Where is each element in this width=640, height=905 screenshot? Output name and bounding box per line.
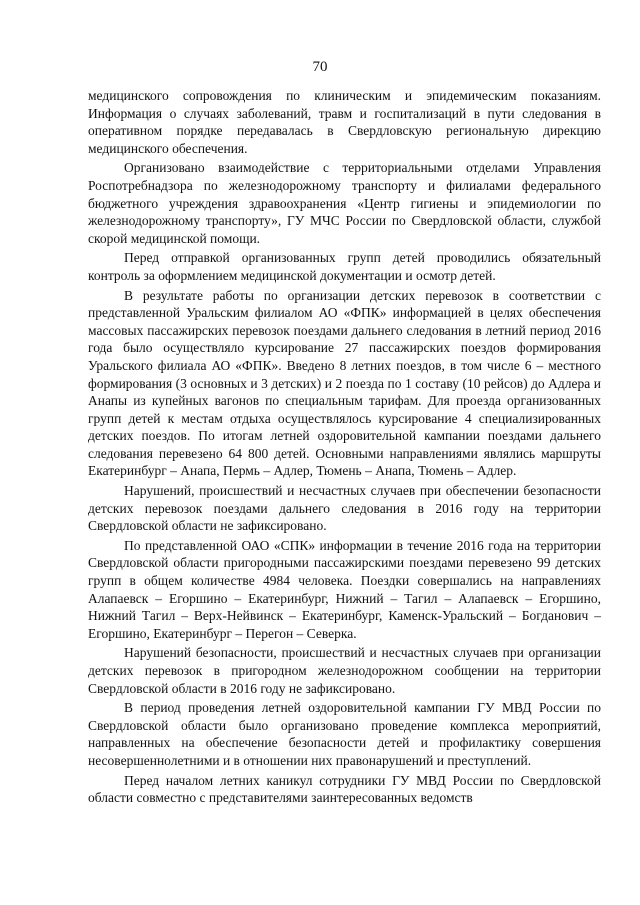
paragraph-no-violations-long-distance: Нарушений, происшествий и несчастных случаев при обеспечении безопасности детских перевозок поездами дальнего следования в 2016 году на территории Свердловской области не зафиксировано. — [88, 483, 601, 534]
paragraph-long-distance-trains: В результате работы по организации детских перевозок в соответствии с представленной Уральским филиалом АО «ФПК» информацией в целях обеспечения массовых пассажирских перевозок поездами дальнего следования в летний период 2016 года было осуществляло курсирование 27 пассажирских поездов формирования Уральского филиала АО «ФПК». Введено 8 летних поездов, в том числе 6 – местного формирования (3 основных и 3 детских) и 2 поезда по 1 составу (10 рейсов) до Адлера и Анапы из купейных вагонов по специальным тарифам. Для проезда организованных групп детей к местам отдыха осуществлялось курсирование 4 специализированных детских поездов. По итогам летней оздоровительной кампании поездами дальнего следования перевезено 64 800 детей. Основными направлениями являлись маршруты Екатеринбург – Анапа, Пермь – Адлер, Тюмень – Анапа, Тюмень – Адлер. — [88, 287, 601, 479]
paragraph-suburban-trains: По представленной ОАО «СПК» информации в течение 2016 года на территории Свердловской области пригородными пассажирскими поездами перевезено 99 детских групп в общем количестве 4984 человека. Поездки совершались на направлениях Алапаевск – Егоршино – Екатеринбург, Нижний – Тагил – Алапаевск – Егоршино, Нижний Тагил – Верх-Нейвинск – Екатеринбург, Каменск-Уральский – Богданович – Егоршино, Екатеринбург – Перегон – Северка. — [88, 537, 601, 641]
page-number: 70 — [312, 59, 328, 75]
paragraph-medical-control: Перед отправкой организованных групп детей проводились обязательный контроль за оформлением медицинской документации и осмотр детей. — [88, 250, 601, 283]
paragraph-cooperation: Организовано взаимодействие с территориальными отделами Управления Роспотребнадзора по железнодорожному транспорту и филиалами федерального бюджетного учреждения здравоохранения «Центр гигиены и эпидемиологии по железнодорожному транспорту», ГУ МЧС России по Свердловской области, службой скорой медицинской помощи. — [88, 160, 601, 246]
paragraph-before-holidays: Перед началом летних каникул сотрудники ГУ МВД России по Свердловской области совместно с представителями заинтересованных ведомств — [88, 772, 601, 806]
paragraph-continuation: медицинского сопровождения по клиническим и эпидемическим показаниям. Информация о случаях заболеваний, травм и госпитализаций в пути следования в оперативном порядке передавалась в Свердловскую региональную дирекцию медицинского обеспечения. — [88, 88, 601, 156]
paragraph-no-violations-suburban: Нарушений безопасности, происшествий и несчастных случаев при организации детских перевозок в пригородном железнодорожном сообщении на территории Свердловской области в 2016 году не зафиксировано. — [88, 645, 601, 696]
paragraph-police-measures: В период проведения летней оздоровительной кампании ГУ МВД России по Свердловской области было организовано проведение комплекса мероприятий, направленных на обеспечение безопасности детей и профилактику совершения несовершеннолетними и в отношении них правонарушений и преступлений. — [88, 700, 601, 768]
document-body — [88, 87, 601, 807]
